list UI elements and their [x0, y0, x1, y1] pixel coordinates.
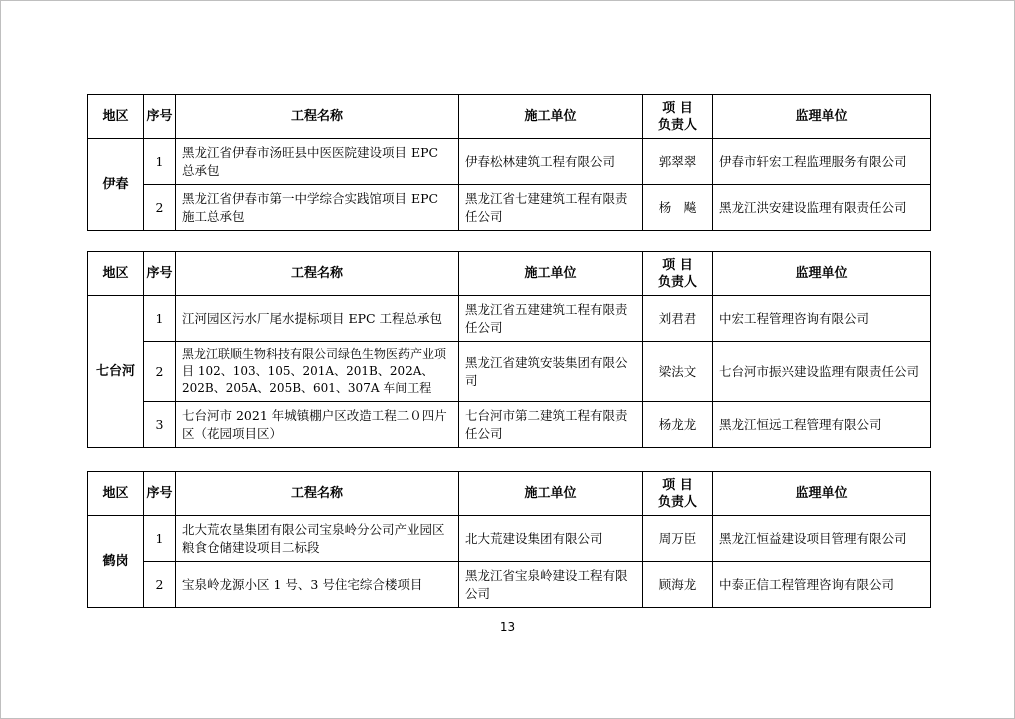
- header-manager: 项 目 负责人: [643, 252, 713, 296]
- project-table-hegang: [87, 471, 931, 608]
- seq-cell: 1: [144, 296, 176, 342]
- seq-cell: 2: [144, 562, 176, 608]
- supervisor-cell: 中宏工程管理咨询有限公司: [713, 296, 931, 342]
- contractor-cell: 七台河市第二建筑工程有限责任公司: [459, 402, 643, 448]
- table-header-row: [88, 252, 931, 296]
- header-contractor: 施工单位: [459, 472, 643, 516]
- contractor-cell: 黑龙江省宝泉岭建设工程有限公司: [459, 562, 643, 608]
- header-supervisor: 监理单位: [713, 252, 931, 296]
- contractor-cell: 北大荒建设集团有限公司: [459, 516, 643, 562]
- header-seq: 序号: [144, 472, 176, 516]
- supervisor-cell: 黑龙江恒益建设项目管理有限公司: [713, 516, 931, 562]
- header-supervisor: 监理单位: [713, 472, 931, 516]
- supervisor-cell: 中泰正信工程管理咨询有限公司: [713, 562, 931, 608]
- table-header-row: [88, 95, 931, 139]
- project-table-qitaihe: [87, 251, 931, 448]
- contractor-cell: 伊春松林建筑工程有限公司: [459, 139, 643, 185]
- header-manager: 项 目 负责人: [643, 472, 713, 516]
- header-seq: 序号: [144, 252, 176, 296]
- manager-cell: 刘君君: [643, 296, 713, 342]
- table-header-row: [88, 472, 931, 516]
- header-region: 地区: [88, 252, 144, 296]
- header-supervisor: 监理单位: [713, 95, 931, 139]
- page-number: 13: [499, 620, 516, 634]
- contractor-cell: 黑龙江省建筑安装集团有限公司: [459, 342, 643, 402]
- seq-cell: 1: [144, 516, 176, 562]
- seq-cell: 3: [144, 402, 176, 448]
- header-project: 工程名称: [176, 472, 459, 516]
- project-table-yichun: [87, 94, 931, 231]
- header-seq: 序号: [144, 95, 176, 139]
- manager-cell: 郭翠翠: [643, 139, 713, 185]
- supervisor-cell: 黑龙江恒远工程管理有限公司: [713, 402, 931, 448]
- project-name-cell: 黑龙江省伊春市汤旺县中医医院建设项目 EPC 总承包: [176, 139, 459, 185]
- table-row: [88, 562, 931, 608]
- seq-cell: 2: [144, 185, 176, 231]
- table-row: [88, 516, 931, 562]
- manager-cell: 杨 飚: [643, 185, 713, 231]
- manager-cell: 杨龙龙: [643, 402, 713, 448]
- region-cell: 七台河: [88, 296, 144, 448]
- contractor-cell: 黑龙江省五建建筑工程有限责任公司: [459, 296, 643, 342]
- table-row: [88, 185, 931, 231]
- header-region: 地区: [88, 472, 144, 516]
- supervisor-cell: 黑龙江洪安建设监理有限责任公司: [713, 185, 931, 231]
- project-name-cell: 黑龙江省伊春市第一中学综合实践馆项目 EPC 施工总承包: [176, 185, 459, 231]
- table-row: [88, 402, 931, 448]
- project-name-cell: 七台河市 2021 年城镇棚户区改造工程二０四片区（花园项目区）: [176, 402, 459, 448]
- manager-cell: 梁法文: [643, 342, 713, 402]
- seq-cell: 1: [144, 139, 176, 185]
- project-name-cell: 宝泉岭龙源小区 1 号、3 号住宅综合楼项目: [176, 562, 459, 608]
- table-row: [88, 342, 931, 402]
- header-region: 地区: [88, 95, 144, 139]
- seq-cell: 2: [144, 342, 176, 402]
- supervisor-cell: 伊春市轩宏工程监理服务有限公司: [713, 139, 931, 185]
- manager-cell: 周万臣: [643, 516, 713, 562]
- table-row: [88, 139, 931, 185]
- manager-cell: 顾海龙: [643, 562, 713, 608]
- table-row: [88, 296, 931, 342]
- contractor-cell: 黑龙江省七建建筑工程有限责任公司: [459, 185, 643, 231]
- header-project: 工程名称: [176, 252, 459, 296]
- project-name-cell: 黑龙江联顺生物科技有限公司绿色生物医药产业项目 102、103、105、201A、201B、202A、202B、205A、205B、601、307A 车间工程: [176, 342, 459, 402]
- region-cell: 伊春: [88, 139, 144, 231]
- project-name-cell: 北大荒农垦集团有限公司宝泉岭分公司产业园区粮食仓储建设项目二标段: [176, 516, 459, 562]
- header-contractor: 施工单位: [459, 95, 643, 139]
- supervisor-cell: 七台河市振兴建设监理有限责任公司: [713, 342, 931, 402]
- project-name-cell: 江河园区污水厂尾水提标项目 EPC 工程总承包: [176, 296, 459, 342]
- header-contractor: 施工单位: [459, 252, 643, 296]
- header-manager: 项 目 负责人: [643, 95, 713, 139]
- header-project: 工程名称: [176, 95, 459, 139]
- region-cell: 鹤岗: [88, 516, 144, 608]
